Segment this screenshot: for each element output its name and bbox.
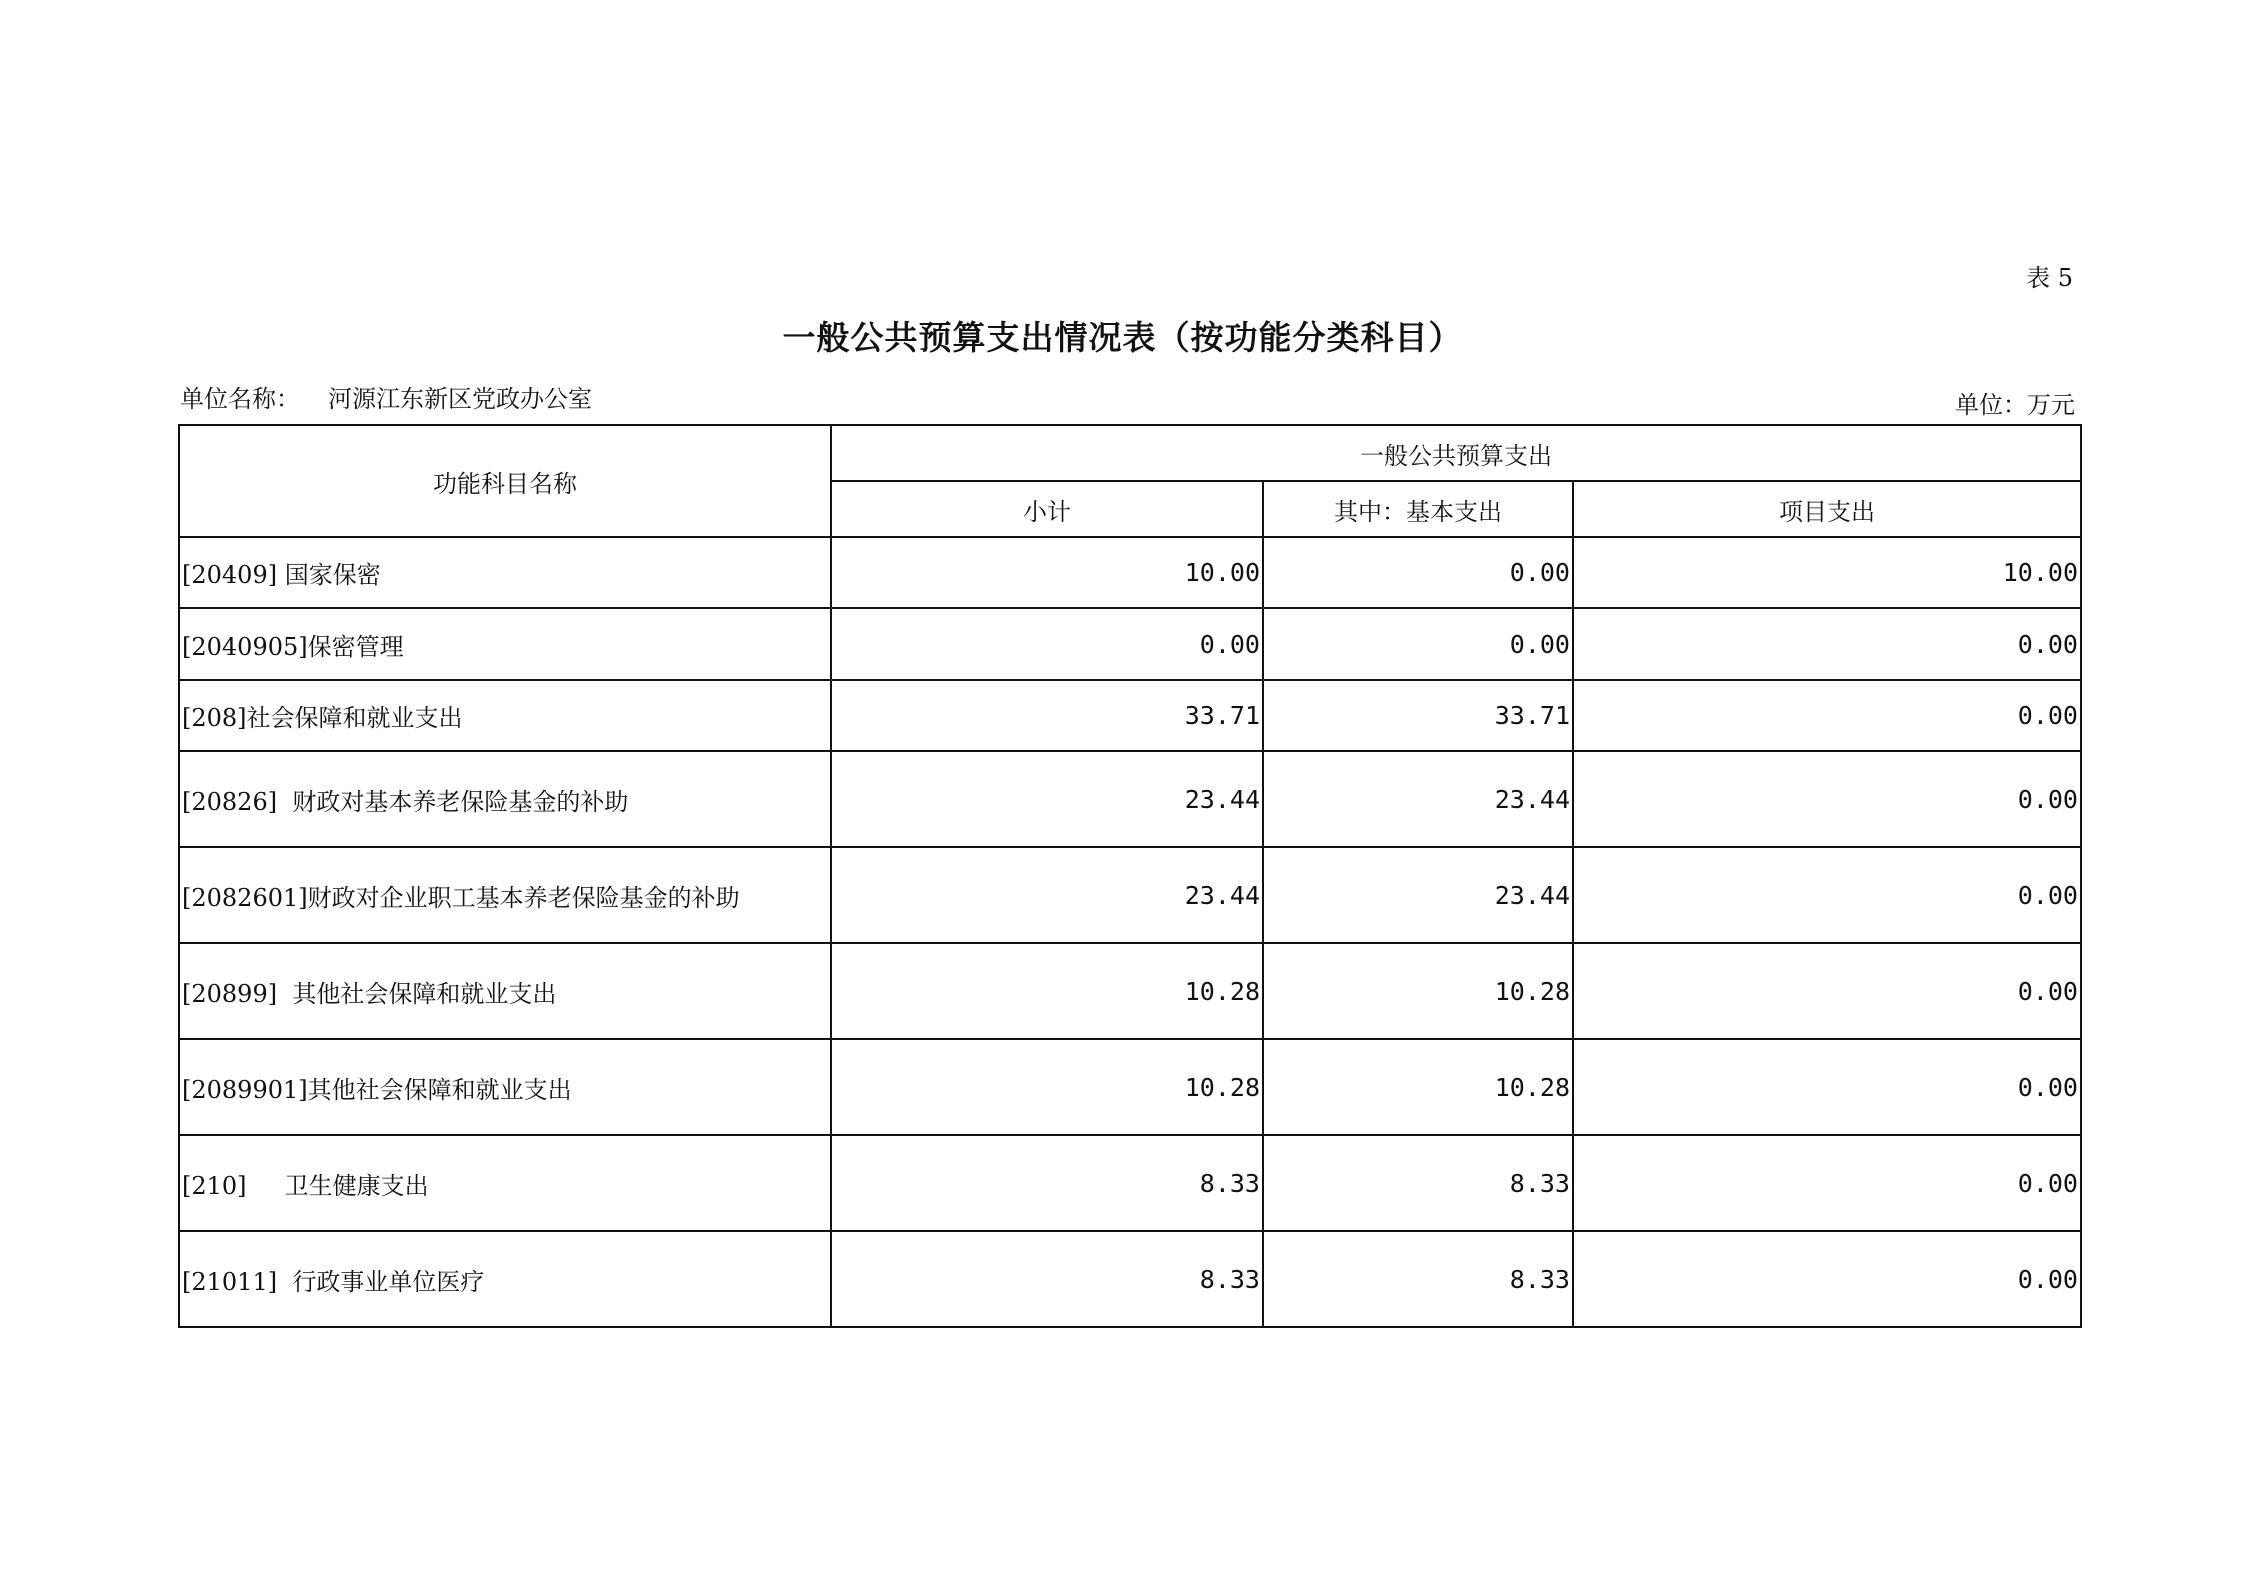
row-basic: 33.71 [1263, 680, 1573, 751]
row-name: [20899] 其他社会保障和就业支出 [179, 943, 831, 1039]
row-name: [20826] 财政对基本养老保险基金的补助 [179, 751, 831, 847]
header-subtotal: 小计 [831, 481, 1263, 537]
row-name: [2089901]其他社会保障和就业支出 [179, 1039, 831, 1135]
row-project: 0.00 [1573, 943, 2081, 1039]
row-subtotal: 0.00 [831, 608, 1263, 680]
row-project: 0.00 [1573, 608, 2081, 680]
row-basic: 0.00 [1263, 608, 1573, 680]
row-name: [208]社会保障和就业支出 [179, 680, 831, 751]
row-basic: 10.28 [1263, 943, 1573, 1039]
unit-name-value: 河源江东新区党政办公室 [328, 385, 592, 413]
row-basic: 0.00 [1263, 537, 1573, 608]
row-project: 0.00 [1573, 1135, 2081, 1231]
table-row [179, 751, 2081, 847]
table-row [179, 608, 2081, 680]
unit-name-label: 单位名称： [180, 385, 300, 413]
currency-unit: 单位：万元 [1955, 391, 2075, 419]
row-subtotal: 23.44 [831, 751, 1263, 847]
row-subtotal: 33.71 [831, 680, 1263, 751]
table-row [179, 847, 2081, 943]
row-project: 0.00 [1573, 1231, 2081, 1327]
row-subtotal: 23.44 [831, 847, 1263, 943]
row-subtotal: 10.00 [831, 537, 1263, 608]
row-subtotal: 8.33 [831, 1135, 1263, 1231]
row-name: [20409] 国家保密 [179, 537, 831, 608]
table-row [179, 537, 2081, 608]
header-project: 项目支出 [1573, 481, 2081, 537]
row-subtotal: 10.28 [831, 943, 1263, 1039]
row-name: [2040905]保密管理 [179, 608, 831, 680]
row-basic: 8.33 [1263, 1231, 1573, 1327]
row-project: 0.00 [1573, 751, 2081, 847]
row-basic: 8.33 [1263, 1135, 1573, 1231]
table-row [179, 1039, 2081, 1135]
header-function-name: 功能科目名称 [179, 425, 831, 537]
row-project: 0.00 [1573, 847, 2081, 943]
row-name: [21011] 行政事业单位医疗 [179, 1231, 831, 1327]
row-name: [210] 卫生健康支出 [179, 1135, 831, 1231]
table-row [179, 1231, 2081, 1327]
row-basic: 23.44 [1263, 847, 1573, 943]
table-row [179, 943, 2081, 1039]
row-name: [2082601]财政对企业职工基本养老保险基金的补助 [179, 847, 831, 943]
header-basic: 其中：基本支出 [1263, 481, 1573, 537]
row-basic: 10.28 [1263, 1039, 1573, 1135]
table-row [179, 1135, 2081, 1231]
page-title: 一般公共预算支出情况表（按功能分类科目） [782, 318, 1463, 357]
row-project: 0.00 [1573, 680, 2081, 751]
row-subtotal: 8.33 [831, 1231, 1263, 1327]
budget-table [178, 424, 2082, 1328]
row-basic: 23.44 [1263, 751, 1573, 847]
row-project: 10.00 [1573, 537, 2081, 608]
table-number: 表 5 [2026, 264, 2073, 292]
table-row [179, 680, 2081, 751]
header-general-budget: 一般公共预算支出 [831, 425, 2081, 481]
row-subtotal: 10.28 [831, 1039, 1263, 1135]
row-project: 0.00 [1573, 1039, 2081, 1135]
unit-name [180, 379, 592, 414]
